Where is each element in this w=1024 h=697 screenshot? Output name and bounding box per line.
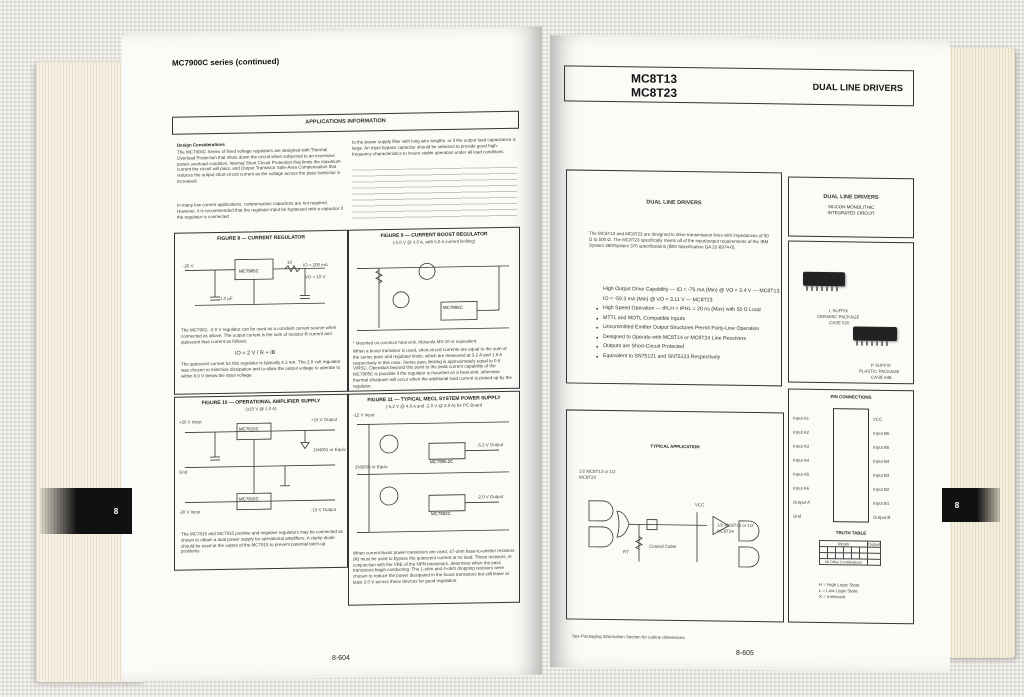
figure-10-chip-pos: MC7815C <box>239 426 259 432</box>
figure-11-schematic <box>349 412 517 545</box>
pin-label: Input B1 <box>873 500 890 506</box>
pin-label: Input A6 <box>793 485 810 491</box>
figure-9-note: * Mounted on common heat sink, Motorola MS-10 or equivalent. <box>353 338 478 346</box>
figure-9-panel <box>348 227 520 392</box>
part-number-1: MC8T13 <box>631 71 678 86</box>
feature-item: ● Uncommitted Emitter Output Structures Permit Party-Line Operation <box>603 323 783 335</box>
figure-10-out-neg: -15 V Output <box>311 506 336 513</box>
right-page <box>550 35 950 673</box>
column-2-text-lines <box>352 167 517 222</box>
pin-label: Input A2 <box>793 429 810 435</box>
feature-item: ● MTTL and MDTL Compatible Inputs <box>603 313 783 325</box>
applications-header-box <box>172 111 519 135</box>
pkg-l-line-3: CASE 620 <box>829 320 850 326</box>
application-receiver-label: 1/2 MC8T14 or 1/2 MC8T24 <box>717 522 754 534</box>
pin-label: Input A4 <box>793 457 810 463</box>
figure-8-output-label: IO = 200 mA <box>303 262 328 268</box>
dip-package-outline <box>833 408 869 523</box>
feature-item: ● High Speed Operation — tPLH = tPHL = 20 ns (Max) with 50 Ω Load <box>603 304 783 316</box>
figure-9-title: FIGURE 9 — CURRENT BOOST REGULATOR <box>380 231 488 240</box>
pin-label: Input B4 <box>873 458 890 464</box>
pkg-l-line-1: L SUFFIX <box>829 308 849 314</box>
figure-11-out-1: -5.2 V Output <box>477 442 504 448</box>
pkg-p-line-2: PLASTIC PACKAGE <box>859 368 900 375</box>
left-page <box>122 26 542 681</box>
pin-label: Input B2 <box>873 486 890 492</box>
description-text: The MC8T13 and MC8T23 are designed to drive transmission lines with impedances of 50 Ω to 500 Ω. The MC8T23 specifically meets all of the input/output requirements of the IBM System 360/System 370 specifications (IBM Specification GA 22-6974-0). <box>589 230 769 250</box>
figure-8-schematic <box>175 243 345 326</box>
pkg-p-line-3: CASE 648 <box>871 374 892 380</box>
application-cable-label: Coaxial Cable <box>649 543 677 549</box>
figure-11-title: FIGURE 11 — TYPICAL MECL SYSTEM POWER SUPPLY <box>367 395 501 404</box>
design-text-2: In many low current applications, compensation capacitors are not required. However, it is recommended that the regulator input be bypassed with a capacitor if the regulator is connected <box>177 200 343 220</box>
figure-10-chip-neg: MC7915C <box>239 496 259 502</box>
figure-11-subtitle: (-5.2 V @ 4.0 A and -2.0 V @ 2.0 A) for PC Board <box>385 402 483 410</box>
figure-11-panel <box>348 391 520 606</box>
figure-8-formula: IO = 2 V / R + IB <box>235 349 276 357</box>
figure-10-in-neg: -20 V Input <box>179 509 201 515</box>
figure-8-title: FIGURE 8 — CURRENT REGULATOR <box>217 234 305 243</box>
figure-8-resistor-label: 10 <box>287 259 292 265</box>
figure-11-caption: When current-boost power transistors are used, 47-ohm base-to-emitter resistors (R) must be used to bypass the quiescent current at no load. These resistors, in conjunction with the VBE of the NPN transistors, determine when the pass transistors begin conducting. The 1-ohm and 4-ohm dropping resistors were chosen to reduce the power dissipated in the boost transistors but still leave at least 2.0 V across these devices for good regulation. <box>353 547 515 585</box>
truth-legend-x: X = Irrelevant <box>819 593 846 600</box>
figure-9-subtitle: (-5.0 V @ 4.0 A, with 5.0 A current limiting) <box>392 238 476 245</box>
figure-9-chip-label: MC7905C <box>443 304 463 311</box>
figure-11-chip-1: MC7905.2C <box>430 458 454 465</box>
truth-legend-l: L = Low Logic State <box>819 587 858 594</box>
figure-10-out-pos: +15 V Output <box>311 416 337 423</box>
figure-10-gnd: Gnd <box>179 469 188 475</box>
truth-other-combinations: All Other Combinations <box>820 558 868 565</box>
figure-10-diode: 1N4001 or Equiv <box>313 446 346 453</box>
feature-item: ● Equivalent to SN75121 and SN75123 Respectively <box>603 351 783 363</box>
ceramic-package-image <box>803 272 845 287</box>
application-driver-label: 1/2 MC8T13 or 1/2 MC8T23 <box>579 468 616 480</box>
figure-10-panel <box>174 394 348 571</box>
figure-11-chip-2: MC7902C <box>431 510 451 517</box>
features-list <box>595 285 783 364</box>
figure-8-caption: The MC7902, -2.0 V regulator can be used as a constant current source when connected as above. The output current is the sum of resistor R current and quiescent bias current as follows: <box>181 324 337 345</box>
side-sub-2: INTEGRATED CIRCUIT <box>827 210 875 216</box>
left-thumb-tab <box>40 488 132 534</box>
figure-10-caption: The MC7815 and MC7915 positive and negative regulators may be connected as shown to obtain a dual power supply for operational amplifiers. A clamp diode should be used at the output of the MC7815 to prevent potential latch-up problems. <box>181 528 343 555</box>
pkg-l-line-2: CERAMIC PACKAGE <box>817 313 860 320</box>
design-text: The MC7900C Series of fixed voltage regulators are designed with Thermal Overload Protection that shuts down the circuit when subjected to an excessive power overload condition, Internal Short Circuit Protection that limits the maximum current the circuit will pass, and Output Transistor Safe-Area Compensation that reduces the output short-circuit current as the voltage across the pass transistor is increased. <box>177 147 341 184</box>
truth-legend-h: H = High Logic State <box>819 581 860 588</box>
pin-label: Input A3 <box>793 443 810 449</box>
title-banner <box>564 65 914 106</box>
pin-label: Output B <box>873 514 891 520</box>
left-tab-number: 8 <box>113 506 119 516</box>
side-title: DUAL LINE DRIVERS <box>823 194 879 201</box>
left-pin-list <box>793 412 810 524</box>
right-page-stack <box>945 48 1015 658</box>
application-schematic <box>567 490 781 593</box>
right-tab-number: 8 <box>954 500 960 510</box>
right-thumb-tab <box>942 488 1000 522</box>
figure-8-chip-label: MC7905C <box>239 268 259 274</box>
pin-connections-box <box>788 389 914 625</box>
truth-header-inputs: Inputs <box>820 540 868 547</box>
application-rt-label: RT <box>623 549 629 555</box>
figure-9-schematic <box>349 246 517 339</box>
figure-8-cap-label: 1.0 µF <box>220 295 233 301</box>
column-2-text: to the power supply filter with long wire lengths, or if the output load capacitance is large. An input bypass capacitor should be selected to provide good high-frequency characteristics to insure stable operation under all load conditions. <box>352 136 516 157</box>
pin-connections-title: PIN CONNECTIONS <box>830 394 872 400</box>
packaging-footnote: See Packaging Information Section for outline dimensions. <box>572 633 686 641</box>
figure-11-input: -12 V Input <box>353 412 375 418</box>
application-box <box>566 409 784 622</box>
package-box <box>788 241 914 385</box>
pin-label: Input B3 <box>873 472 890 478</box>
figure-8-caption-2: The quiescent current for this regulator is typically 4.3 mA. The 2.0 volt regulator was chosen to minimize dissipation and to allow the output voltage to operate to within 6.0 V below the input voltage. <box>181 358 341 379</box>
figure-8-vout-label: VO = 10 V <box>305 274 326 280</box>
pin-label: Output A <box>793 499 811 505</box>
truth-table <box>819 540 881 566</box>
figure-8-panel <box>174 230 348 395</box>
application-title: TYPICAL APPLICATION <box>650 443 700 450</box>
plastic-package-image <box>853 326 897 341</box>
figure-10-in-pos: +20 V Input <box>179 419 202 425</box>
description-box-title: DUAL LINE DRIVERS <box>646 199 702 207</box>
description-box <box>566 169 782 386</box>
pin-label: VCC <box>873 416 883 422</box>
figure-9-caption: When a boost transistor is used, short-circuit currents are equal to the sum of the series pass and regulator limits, which are measured at 3.2 A and 1.8 A respectively in this case. Series pass limiting is approximately equal to 0.6 V/RSC. Operation beyond this point to the peak current capability of the MC7905C is possible if the regulator is mounted on a heat sink; otherwise thermal shutdown will occur when the additional load current is picked up by the regulator. <box>353 345 512 389</box>
figure-11-transistor: 2N3055 or Equiv <box>355 464 388 470</box>
pin-label: Input B5 <box>873 444 890 450</box>
figure-11-out-2: -2.0 V Output <box>477 494 504 500</box>
right-page-number: 8-605 <box>736 649 754 658</box>
figure-8-input-label: -20 V <box>183 263 194 269</box>
pkg-p-line-1: P SUFFIX <box>871 362 891 368</box>
feature-item: ● Designed to Operate with MC8T14 or MC8T24 Line Receivers <box>603 332 783 344</box>
truth-table-title: TRUTH TABLE <box>835 530 867 536</box>
design-heading: Design Considerations <box>177 141 225 148</box>
side-sub-1: SILICON MONOLITHIC <box>827 204 875 210</box>
pin-label: Gnd <box>793 513 802 519</box>
left-page-number: 8-604 <box>332 654 350 662</box>
feature-item: ● High Output Drive Capability — IO = -75 mA (Min) @ VO = 2.4 V — MC8T13; IO = -59.3 mA (Min) @ VO = 3.11 V — MC8T23 <box>603 285 783 307</box>
figure-10-title: FIGURE 10 — OPERATIONAL AMPLIFIER SUPPLY <box>201 398 321 407</box>
application-vcc-label: VCC <box>695 502 705 508</box>
feature-item: ● Outputs are Short-Circuit Protected <box>603 342 783 354</box>
truth-header-output: Output <box>868 541 881 547</box>
section-header: APPLICATIONS INFORMATION <box>305 118 386 126</box>
running-head: MC7900C series (continued) <box>172 56 280 68</box>
pin-label: Input A5 <box>793 471 810 477</box>
side-title-box <box>788 177 914 239</box>
right-pin-list <box>873 413 890 525</box>
part-number-2: MC8T23 <box>631 85 678 100</box>
family-title: DUAL LINE DRIVERS <box>812 81 903 94</box>
pin-label: Input A1 <box>793 415 810 421</box>
figure-10-subtitle: (±15 V @ 1.0 A) <box>245 405 277 412</box>
figure-10-schematic <box>175 415 345 518</box>
pin-label: Input B6 <box>873 430 890 436</box>
